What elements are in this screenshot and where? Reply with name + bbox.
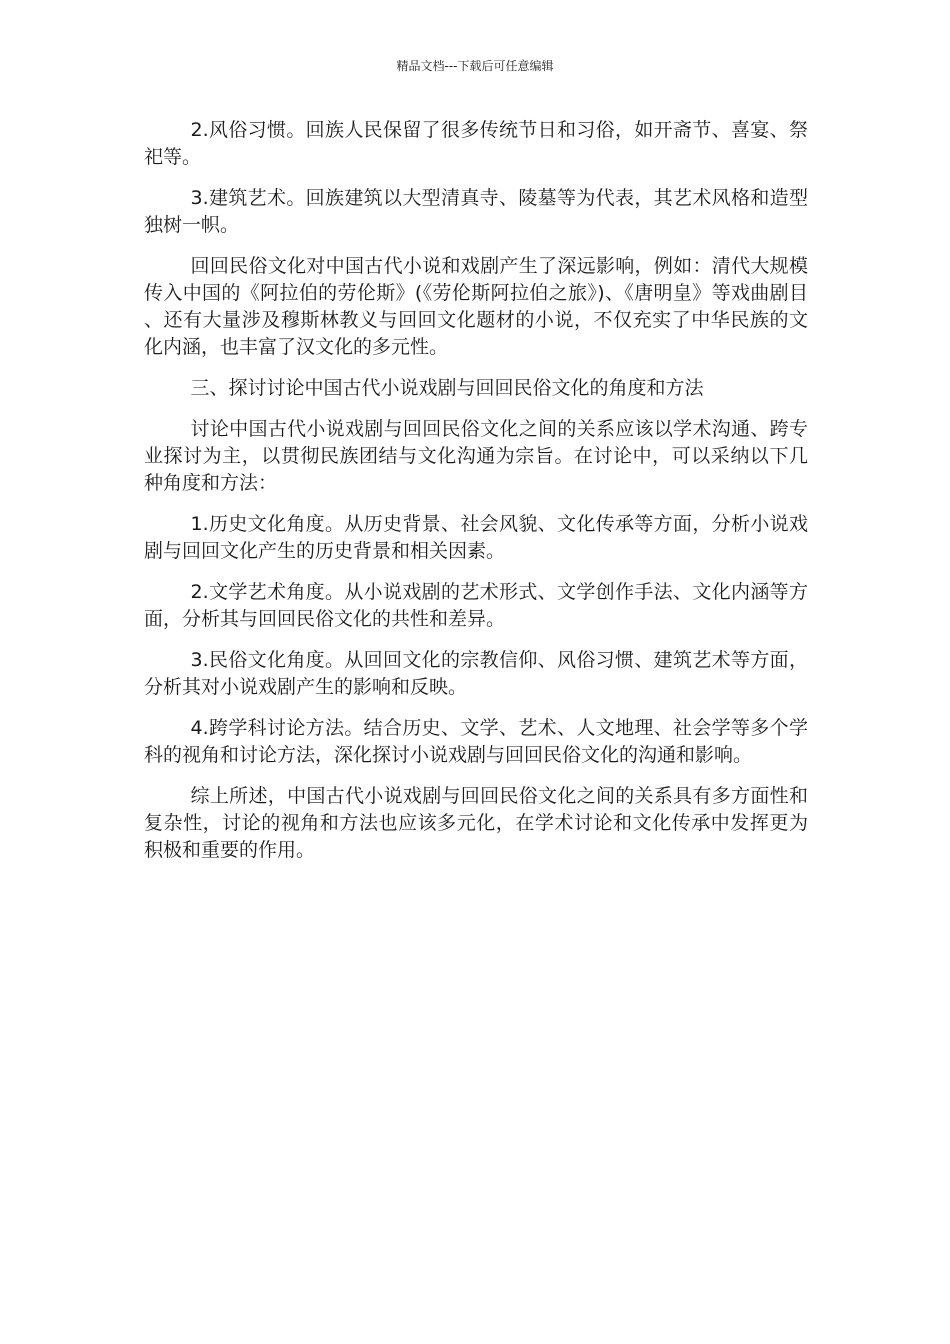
paragraph-discussion-intro: 讨论中国古代小说戏剧与回回民俗文化之间的关系应该以学术沟通、跨专业探讨为主，以贯彻民族团结与文化沟通为宗旨。在讨论中，可以采纳以下几种角度和方法： [144,418,808,494]
paragraph-conclusion: 综上所述，中国古代小说戏剧与回回民俗文化之间的关系具有多方面性和复杂性，讨论的视角和方法也应该多元化，在学术讨论和文化传承中发挥更为积极和重要的作用。 [144,785,808,861]
paragraph-customs: 2.风俗习惯。回族人民保留了很多传统节日和习俗，如开斋节、喜宴、祭祀等。 [144,119,808,168]
document-body [144,117,808,878]
paragraph-folk-culture-angle: 3.民俗文化角度。从回回文化的宗教信仰、风俗习惯、建筑艺术等方面，分析其对小说戏剧产生的影响和反映。 [144,649,808,698]
paragraph-history-angle: 1.历史文化角度。从历史背景、社会风貌、文化传承等方面，分析小说戏剧与回回文化产生的历史背景和相关因素。 [144,513,808,562]
paragraph-literature-angle: 2.文学艺术角度。从小说戏剧的艺术形式、文学创作手法、文化内涵等方面，分析其与回回民俗文化的共性和差异。 [144,581,808,630]
page-header: 精品文档---下载后可任意编辑 [396,59,554,73]
paragraph-architecture: 3.建筑艺术。回族建筑以大型清真寺、陵墓等为代表，其艺术风格和造型独树一帜。 [144,187,808,236]
paragraph-influence: 回回民俗文化对中国古代小说和戏剧产生了深远影响，例如：清代大规模传入中国的《阿拉伯的劳伦斯》(《劳伦斯阿拉伯之旅》)、《唐明皇》等戏曲剧目、还有大量涉及穆斯林教义与回回文化题材的小说，不仅充实了中华民族的文化内涵，也丰富了汉文化的多元性。 [144,255,808,358]
section-heading: 三、探讨讨论中国古代小说戏剧与回回民俗文化的角度和方法 [190,377,704,399]
paragraph-interdisciplinary-method: 4.跨学科讨论方法。结合历史、文学、艺术、人文地理、社会学等多个学科的视角和讨论方法，深化探讨小说戏剧与回回民俗文化的沟通和影响。 [144,717,808,766]
